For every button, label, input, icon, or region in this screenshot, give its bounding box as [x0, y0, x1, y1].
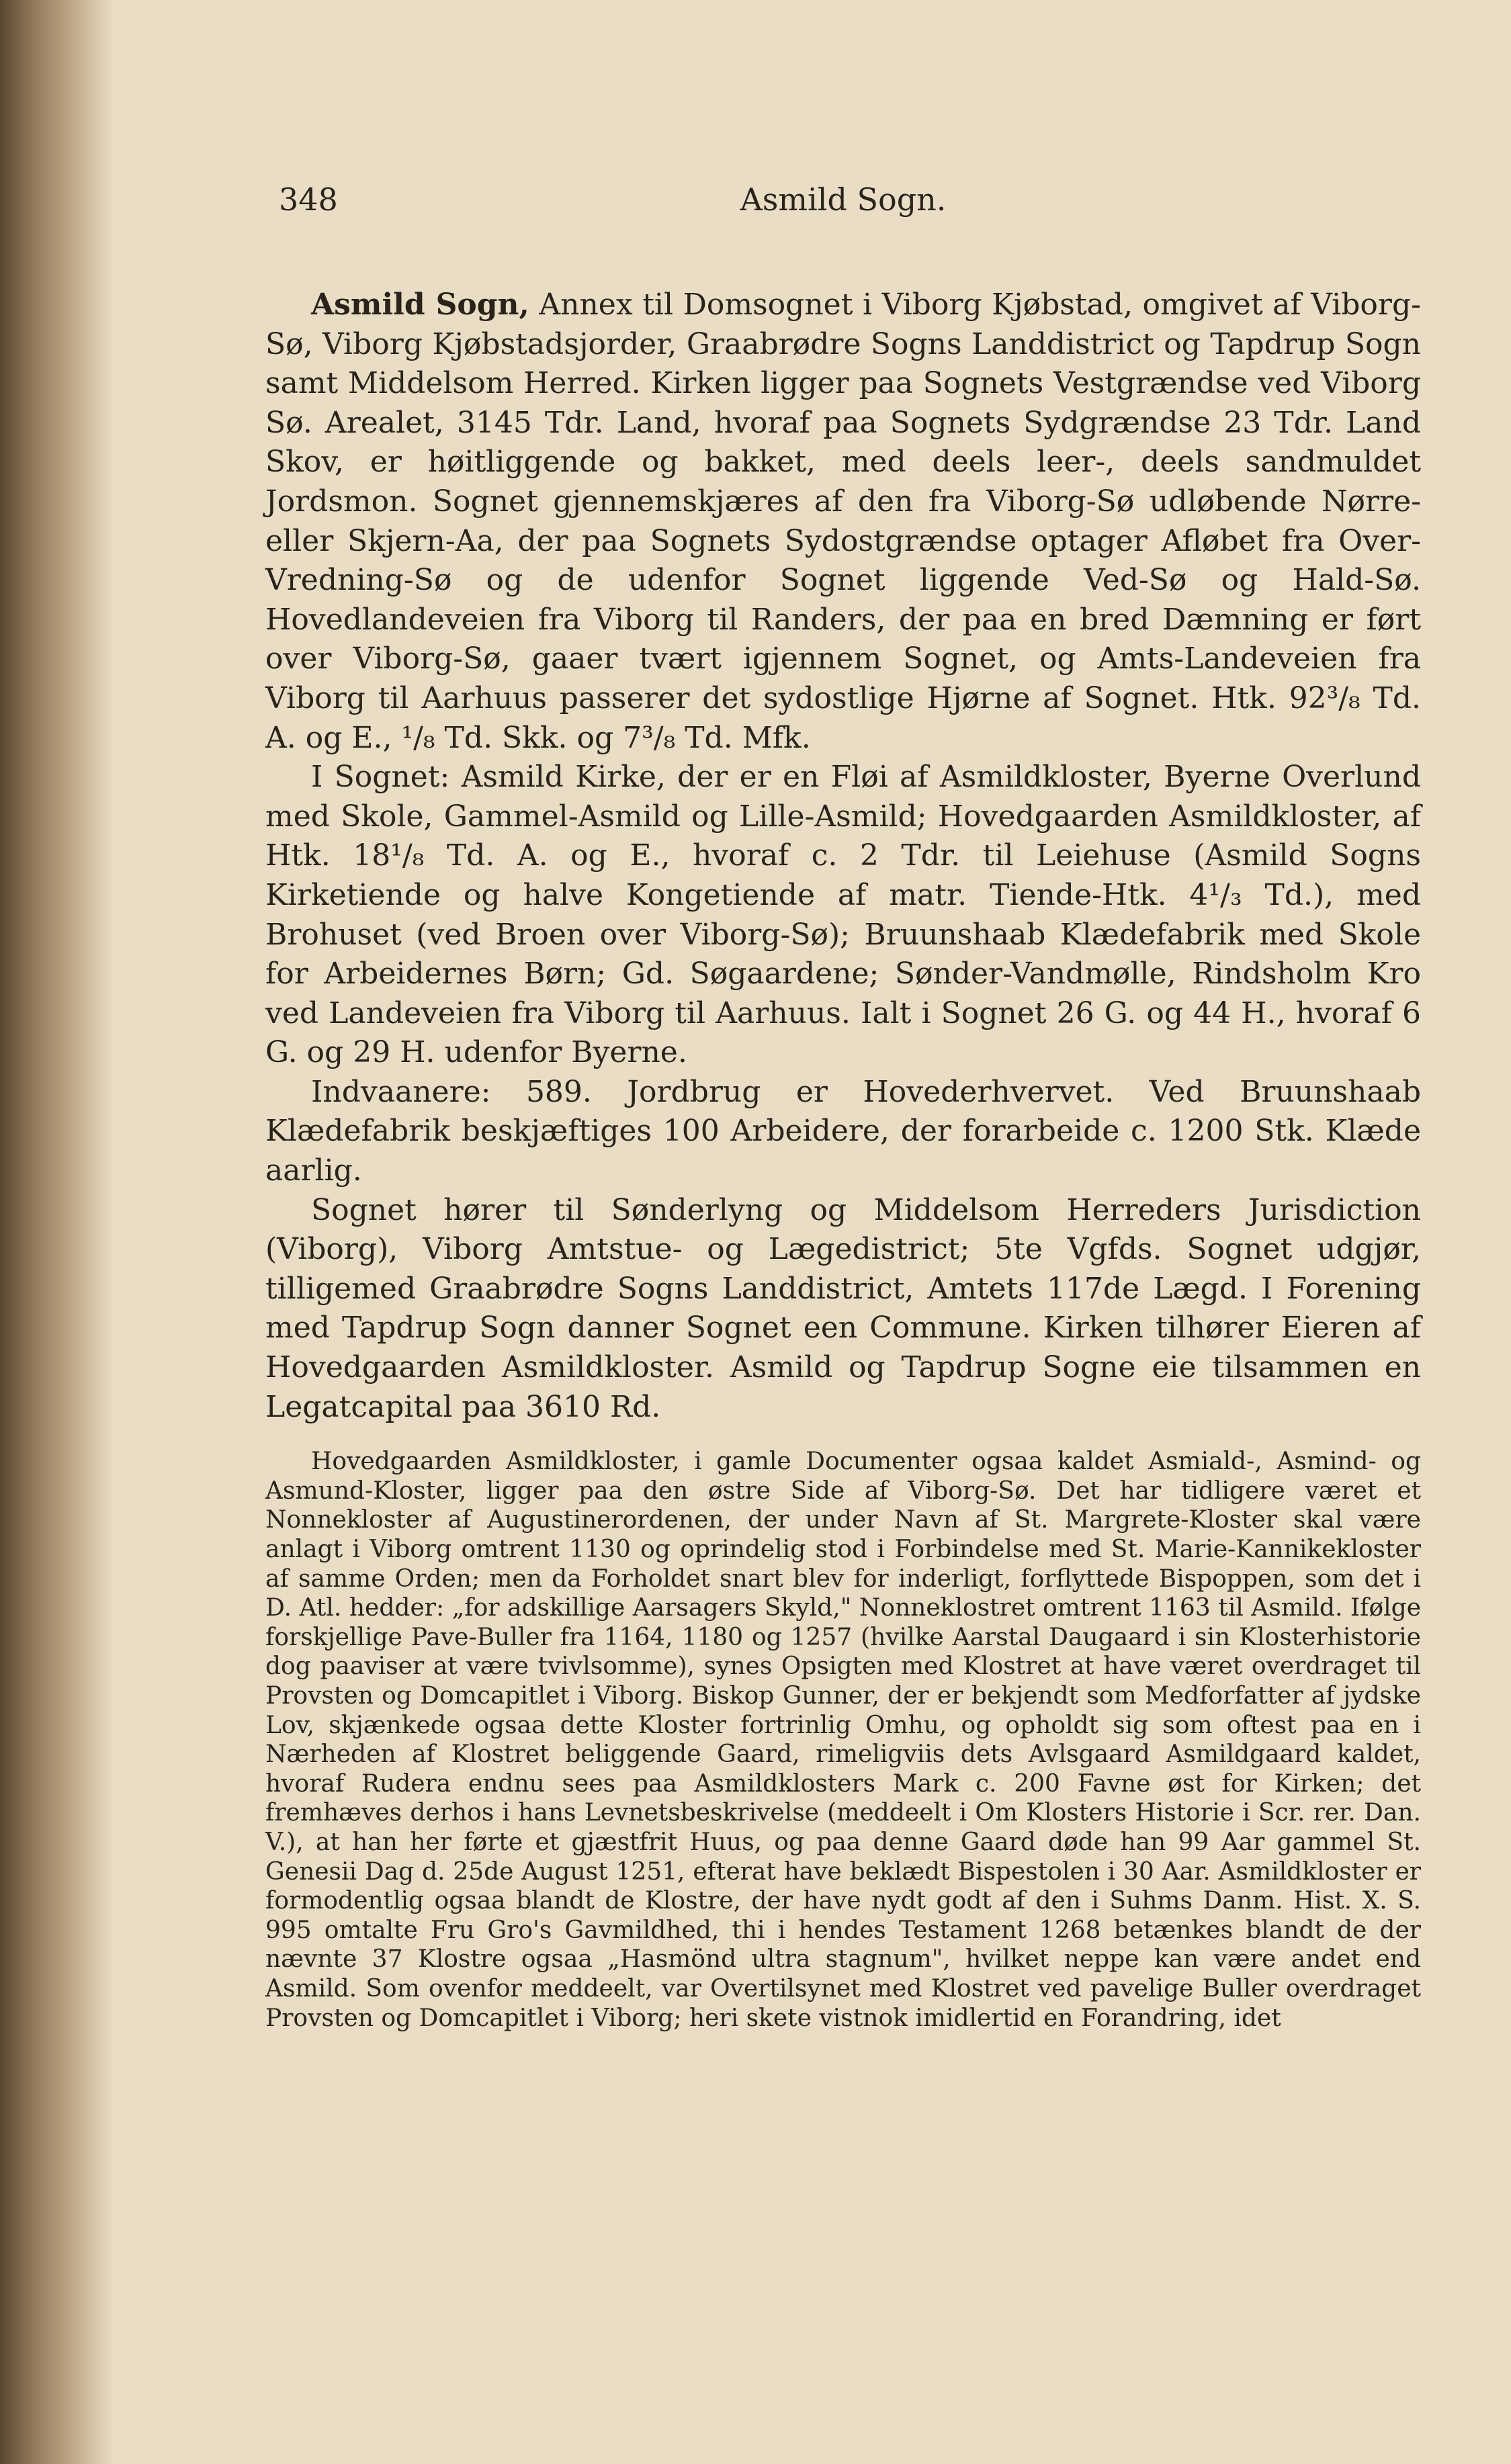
book-binding-edge — [0, 0, 114, 2464]
paragraph-jurisdiction: Sognet hører til Sønderlyng og Middelsom Herreders Jurisdiction (Viborg), Viborg Amtstue- og Lægedistrict; 5te Vgfds. Sognet udgjør, tilligemed Graabrødre Sogns Landdistrict, Amtets 117de Lægd. I Forening med Tapdrup Sogn danner Sognet een Commune. Kirken tilhører Eieren af Hovedgaarden Asmildkloster. Asmild og Tapdrup Sogne eie tilsammen en Legatcapital paa 3610 Rd. — [265, 1192, 1421, 1424]
running-head: Asmild Sogn. — [740, 181, 947, 218]
paragraph-places: I Sognet: Asmild Kirke, der er en Fløi af Asmildkloster, Byerne Overlund med Skole, Gammel-Asmild og Lille-Asmild; Hovedgaarden Asmildkloster, af Htk. 18¹/₈ Td. A. og E., hvoraf c. 2 Tdr. til Leiehuse (Asmild Sogns Kirketiende og halve Kongetiende af matr. Tiende-Htk. 4¹/₃ Td.), med Brohuset (ved Broen over Viborg-Sø); Bruunshaab Klædefabrik med Skole for Arbeidernes Børn; Gd. Søgaardene; Sønder-Vandmølle, Rindsholm Kro ved Landeveien fra Viborg til Aarhuus. Ialt i Sognet 26 G. og 44 H., hvoraf 6 G. og 29 H. udenfor Byerne. — [265, 760, 1421, 1070]
page-header — [265, 181, 1421, 242]
paragraph-text: Annex til Domsognet i Viborg Kjøbstad, omgivet af Viborg-Sø, Viborg Kjøbstadsjorder, Graabrødre Sogns Landdistrict og Tapdrup Sogn samt Middelsom Herred. Kirken ligger paa Sognets Vestgrændse ved Viborg Sø. Arealet, 3145 Tdr. Land, hvoraf paa Sognets Sydgrændse 23 Tdr. Land Skov, er høitliggende og bakket, med deels leer-, deels sandmuldet Jordsmon. Sognet gjennemskjæres af den fra Viborg-Sø udløbende Nørre- eller Skjern-Aa, der paa Sognets Sydostgrændse optager Afløbet fra Over-Vredning-Sø og de udenfor Sognet liggende Ved-Sø og Hald-Sø. Hovedlandeveien fra Viborg til Randers, der paa en bred Dæmning er ført over Viborg-Sø, gaaer tvært igjennem Sognet, og Amts-Landeveien fra Viborg til Aarhuus passerer det sydostlige Hjørne af Sognet. Htk. 92³/₈ Td. A. og E., ¹/₈ Td. Skk. og 7³/₈ Td. Mfk. — [265, 288, 1421, 755]
main-text — [265, 285, 1421, 1427]
page-number: 348 — [279, 181, 338, 218]
footnote-asmildkloster: Hovedgaarden Asmildkloster, i gamle Documenter ogsaa kaldet Asmiald-, Asmind- og Asmund-Kloster, ligger paa den østre Side af Viborg-Sø. Det har tidligere været et Nonnekloster af Augustinerordenen, der under Navn af St. Margrete-Kloster skal være anlagt i Viborg omtrent 1130 og oprindelig stod i Forbindelse med St. Marie-Kannikekloster af samme Orden; men da Forholdet snart blev for inderligt, forflyttede Bispoppen, som det i D. Atl. hedder: „for adskillige Aarsagers Skyld," Nonneklostret omtrent 1163 til Asmild. Ifølge forskjellige Pave-Buller fra 1164, 1180 og 1257 (hvilke Aarstal Daugaard i sin Klosterhistorie dog paaviser at være tvivlsomme), synes Opsigten med Klostret at have været overdraget til Provsten og Domcapitlet i Viborg. Biskop Gunner, der er bekjendt som Medforfatter af jydske Lov, skjænkede ogsaa dette Kloster fortrinlig Omhu, og opholdt sig som oftest paa en i Nærheden af Klostret beliggende Gaard, rimeligviis dets Avlsgaard Asmildgaard kaldet, hvoraf Rudera endnu sees paa Asmildklosters Mark c. 200 Favne øst for Kirken; det fremhæves derhos i hans Levnetsbeskrivelse (meddeelt i Om Klosters Historie i Scr. rer. Dan. V.), at han her førte et gjæstfrit Huus, og paa denne Gaard døde han 99 Aar gammel St. Genesii Dag d. 25de August 1251, efterat have beklædt Bispestolen i 30 Aar. Asmildkloster er formodentlig ogsaa blandt de Klostre, der have nydt godt af den i Suhms Danm. Hist. X. S. 995 omtalte Fru Gro's Gavmildhed, thi i hendes Testament 1268 betænkes blandt de der nævnte 37 Klostre ogsaa „Hasmönd ultra stagnum", hvilket neppe kan være andet end Asmild. Som ovenfor meddeelt, var Overtilsynet med Klostret ved pavelige Buller overdraget Provsten og Domcapitlet i Viborg; heri skete vistnok imidlertid en Forandring, idet — [265, 1448, 1421, 2032]
paragraph-population: Indvaanere: 589. Jordbrug er Hovederhvervet. Ved Bruunshaab Klædefabrik beskjæftiges 100 Arbeidere, der forarbeide c. 1200 Stk. Klæde aarlig. — [265, 1074, 1421, 1188]
book-page — [265, 181, 1421, 2438]
entry-heading: Asmild Sogn, — [311, 288, 529, 322]
paragraph-intro — [265, 285, 1421, 758]
